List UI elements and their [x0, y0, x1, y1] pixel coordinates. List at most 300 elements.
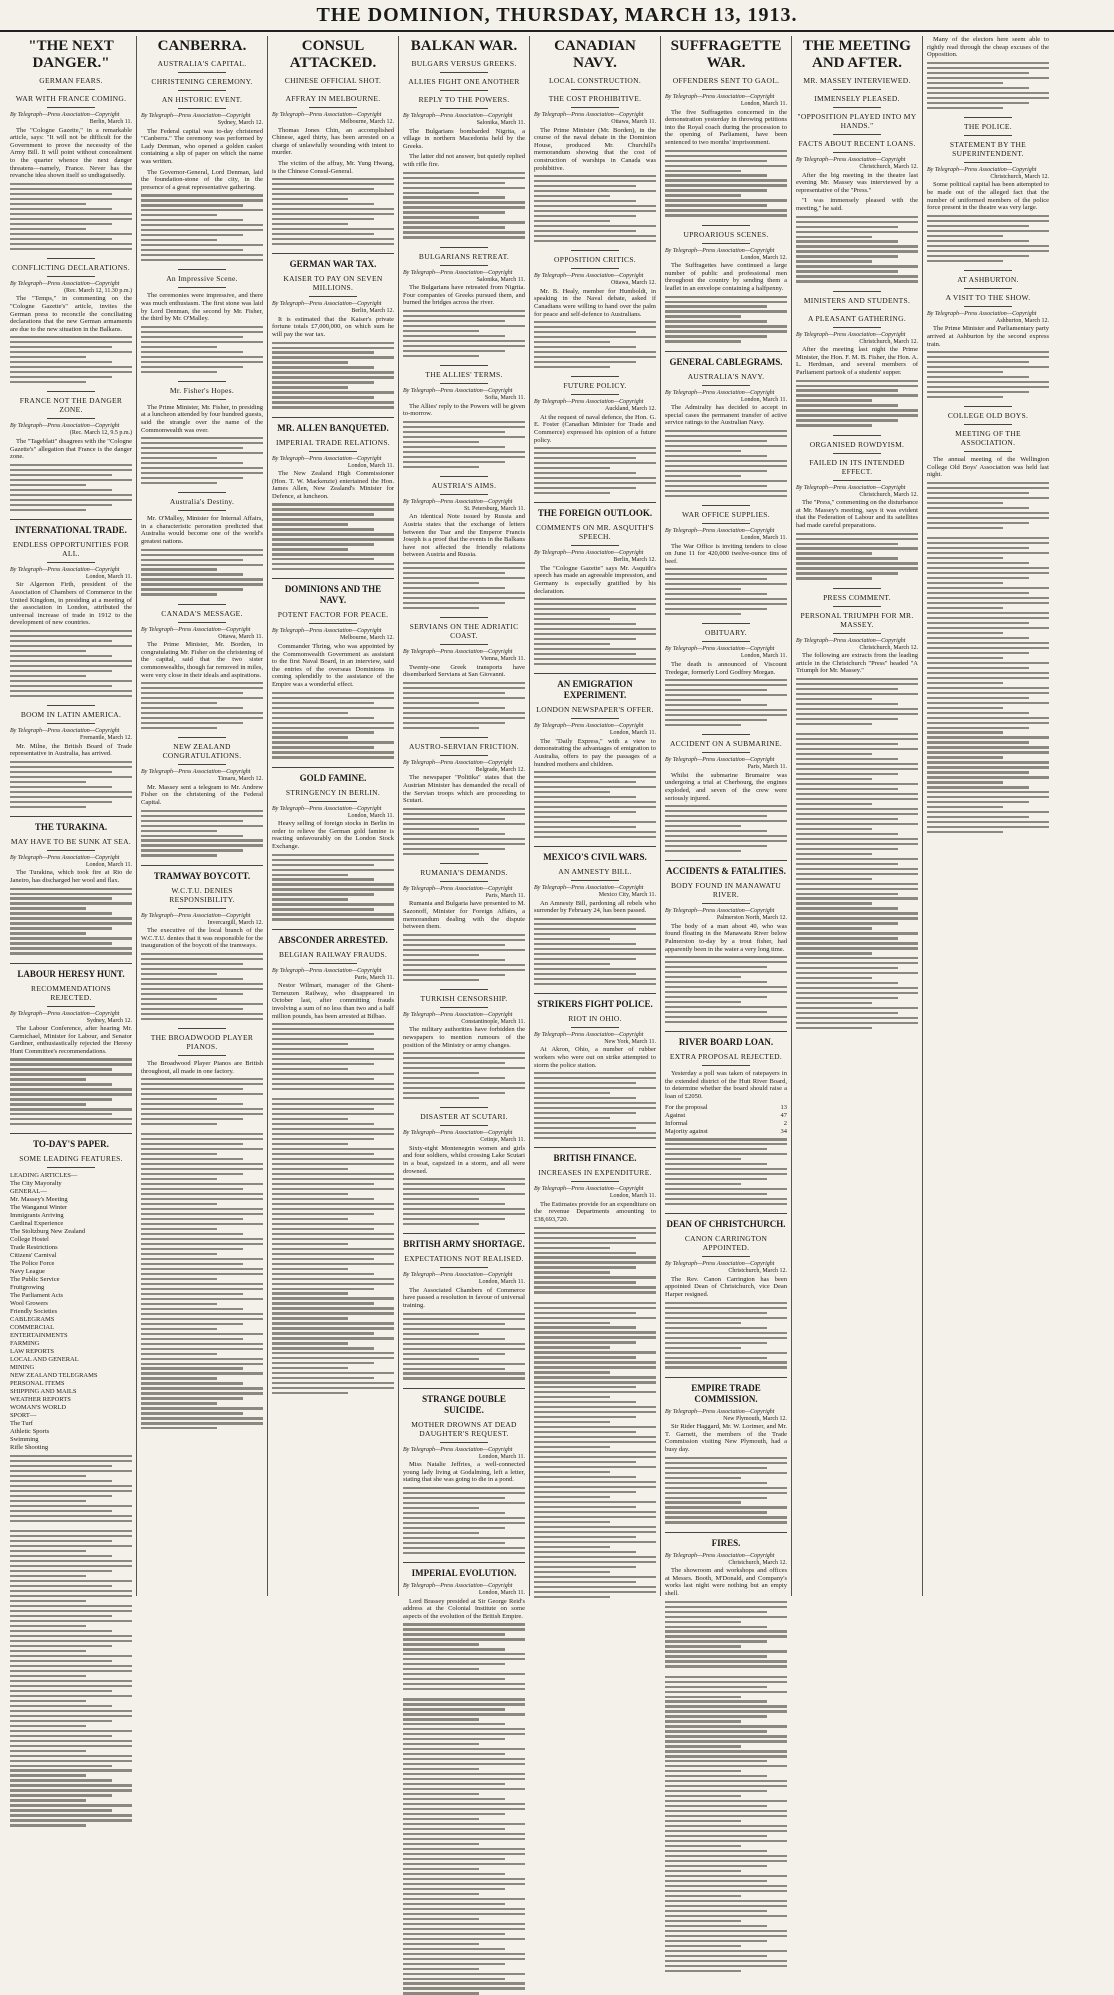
illegible-text-line — [796, 902, 872, 904]
illegible-text-line — [665, 1965, 787, 1967]
illegible-text-line — [665, 465, 787, 467]
illegible-text-line — [534, 963, 610, 965]
article — [534, 250, 656, 368]
article — [272, 767, 394, 921]
illegible-text-line — [403, 1813, 505, 1815]
illegible-text-line — [665, 1616, 787, 1618]
illegible-text-line — [534, 836, 656, 838]
illegible-text-line — [10, 1605, 132, 1607]
illegible-text-line — [665, 825, 741, 827]
illegible-text-line — [665, 593, 767, 595]
article-headline: IMPERIAL EVOLUTION. — [411, 1568, 517, 1579]
illegible-text-line — [403, 1803, 525, 1805]
section-divider — [964, 117, 1013, 118]
illegible-text-line — [10, 361, 112, 363]
illegible-text-line — [665, 1337, 787, 1339]
illegible-text-line — [665, 1487, 787, 1489]
illegible-text-line — [403, 1683, 525, 1685]
illegible-text-line — [403, 1763, 525, 1765]
illegible-text-line — [665, 1825, 787, 1827]
illegible-text-line — [10, 1819, 132, 1821]
illegible-text-line — [665, 1665, 787, 1667]
article-paragraph: "I was immensely pleased with the meeting," he said. — [796, 197, 918, 212]
article-headline: AN EMIGRATION EXPERIMENT. — [557, 679, 633, 701]
illegible-text-line — [665, 613, 741, 615]
illegible-text-line — [665, 1850, 767, 1852]
illegible-text-line — [796, 572, 898, 574]
illegible-text-line — [665, 1601, 787, 1603]
article-headline: ACCIDENTS & FATALITIES. — [666, 866, 786, 877]
illegible-text-line — [141, 978, 243, 980]
dateline: Belgrade, March 12. — [475, 766, 525, 773]
article-subhead: CHINESE OFFICIAL SHOT. — [284, 76, 382, 85]
illegible-text-line — [403, 187, 525, 189]
press-byline: By Telegraph—Press Association—Copyright — [141, 769, 251, 776]
dateline: New Plymouth, March 12. — [723, 1415, 787, 1422]
illegible-text-line — [272, 1168, 348, 1170]
article-subhead: BELGIAN RAILWAY FRAUDS. — [278, 949, 388, 959]
illegible-text-line — [927, 527, 1003, 529]
illegible-text-line — [10, 489, 112, 491]
illegible-text-line — [796, 833, 898, 835]
illegible-text-line — [534, 608, 636, 610]
illegible-text-line — [141, 1358, 263, 1360]
illegible-text-line — [10, 791, 132, 793]
illegible-text-line — [796, 753, 872, 755]
article — [10, 519, 132, 697]
dateline: London, March 11. — [740, 101, 787, 107]
article-paragraph: The Bulgarians have retreated from Nigrita. Four companies of Greeks pursued them, and burned the bridges across the river. — [403, 284, 525, 307]
illegible-text-line — [272, 351, 374, 353]
article-paragraph: Miss Natalie Jeffries, a well-connected young lady living at Godalming, left a letter, stating that she was going to die in a pond. — [403, 1461, 525, 1484]
illegible-text-line — [403, 1377, 525, 1379]
illegible-text-line — [403, 436, 525, 438]
illegible-text-line — [10, 381, 86, 383]
article-paragraph: At the request of naval defence, the Hon. G. E. Foster (Canadian Minister for Trade and Commerce) expressed his opinion of a future policy. — [534, 413, 656, 444]
illegible-text-line — [665, 1915, 787, 1917]
illegible-text-line — [10, 1814, 132, 1816]
illegible-text-line — [272, 558, 374, 560]
illegible-text-line — [403, 1992, 479, 1994]
illegible-text-line — [534, 781, 636, 783]
illegible-text-line — [796, 1012, 898, 1014]
illegible-text-line — [534, 1401, 636, 1403]
illegible-text-line — [272, 1382, 394, 1384]
illegible-text-line — [272, 1148, 394, 1150]
illegible-text-line — [534, 1242, 656, 1244]
illegible-text-line — [665, 1317, 787, 1319]
subhead-rule — [178, 108, 227, 109]
illegible-text-line — [665, 573, 787, 575]
article-subhead: IMMENSELY PLEASED. — [814, 94, 900, 103]
press-byline: By Telegraph—Press Association—Copyright — [534, 1031, 644, 1038]
article — [403, 737, 525, 855]
illegible-text-line — [141, 1313, 263, 1315]
illegible-text-line — [10, 680, 132, 682]
illegible-text-line — [665, 1178, 767, 1180]
illegible-text-line — [665, 1715, 767, 1717]
subhead-rule — [833, 453, 882, 454]
illegible-text-line — [141, 1218, 243, 1220]
illegible-text-line — [534, 1431, 636, 1433]
illegible-text-line — [10, 1540, 112, 1542]
illegible-text-line — [272, 1103, 394, 1105]
illegible-text-line — [141, 1323, 243, 1325]
press-byline: By Telegraph—Press Association—Copyright — [141, 912, 251, 919]
illegible-text-line — [534, 482, 656, 484]
press-byline: By Telegraph—Press Association—Copyright — [534, 112, 644, 118]
illegible-text-line — [272, 1362, 374, 1364]
subhead-rule — [571, 1181, 620, 1182]
illegible-text-line — [141, 472, 263, 474]
illegible-text-line — [534, 1232, 656, 1234]
illegible-text-line — [10, 1520, 132, 1522]
article-headline: THE MEETING AND AFTER. — [803, 38, 911, 71]
illegible-text-line — [403, 1987, 525, 1989]
article-subhead: AT ASHBURTON. — [957, 274, 1019, 284]
subhead-rule — [833, 152, 882, 153]
illegible-text-line — [796, 758, 898, 760]
illegible-text-line — [665, 689, 767, 691]
section-divider — [178, 737, 227, 738]
article — [10, 258, 132, 384]
press-byline: By Telegraph—Press Association—Copyright — [272, 805, 382, 812]
article-subhead: RIOT IN OHIO. — [568, 1013, 622, 1023]
illegible-text-line — [403, 1188, 505, 1190]
dateline: Berlin, March 12. — [613, 557, 656, 564]
illegible-text-line — [272, 188, 374, 190]
illegible-text-line — [665, 440, 767, 442]
dateline: Ashburton, March 12. — [996, 317, 1049, 324]
illegible-text-line — [403, 182, 505, 184]
illegible-text-line — [403, 587, 505, 589]
illegible-text-line — [927, 582, 1003, 584]
article-subhead: UPROARIOUS SCENES. — [683, 229, 769, 239]
illegible-text-line — [927, 592, 1029, 594]
dateline: Auckland, March 12. — [605, 406, 656, 413]
features-list-item: The City Mayoralty — [10, 1180, 62, 1188]
article-headline: GENERAL CABLEGRAMS. — [669, 356, 783, 367]
illegible-text-line — [534, 923, 656, 925]
article-subhead: LONDON NEWSPAPER'S OFFER. — [536, 705, 654, 715]
illegible-text-line — [141, 1188, 243, 1190]
article-divider — [534, 993, 656, 994]
illegible-text-line — [403, 682, 525, 684]
illegible-text-line — [272, 371, 394, 373]
illegible-text-line — [10, 1640, 132, 1642]
poll-row — [665, 1128, 787, 1136]
illegible-text-line — [796, 424, 872, 426]
subhead-rule — [702, 89, 751, 90]
illegible-text-line — [403, 221, 525, 223]
illegible-text-line — [10, 248, 132, 250]
illegible-text-line — [141, 1308, 243, 1310]
illegible-text-line — [534, 831, 656, 833]
article-subhead: "OPPOSITION PLAYED INTO MY HANDS." — [797, 112, 917, 130]
illegible-text-line — [272, 1078, 374, 1080]
press-byline: By Telegraph—Press Association—Copyright — [403, 885, 513, 892]
illegible-text-line — [927, 107, 1003, 109]
illegible-text-line — [665, 840, 787, 842]
press-byline: By Telegraph—Press Association—Copyright — [272, 455, 382, 462]
illegible-text-line — [10, 796, 132, 798]
article-paragraph: The military authorities have forbidden the newspapers to mention rumours of the position of the Ministry or army changes. — [403, 1026, 525, 1049]
illegible-text-line — [10, 469, 132, 471]
illegible-text-line — [272, 1357, 394, 1359]
illegible-text-line — [665, 296, 787, 298]
illegible-text-line — [141, 1123, 217, 1125]
illegible-text-line — [534, 366, 610, 368]
illegible-text-line — [10, 1485, 132, 1487]
illegible-text-line — [403, 1768, 479, 1770]
illegible-text-line — [796, 543, 898, 545]
illegible-text-line — [10, 188, 132, 190]
illegible-text-line — [403, 1328, 525, 1330]
illegible-text-line — [141, 722, 243, 724]
article-subhead: CANADA'S MESSAGE. — [161, 608, 243, 618]
illegible-text-line — [141, 1412, 243, 1414]
article-divider — [665, 1031, 787, 1032]
illegible-text-line — [272, 1238, 394, 1240]
illegible-text-line — [272, 717, 374, 719]
illegible-text-line — [272, 223, 348, 225]
illegible-text-line — [272, 1098, 394, 1100]
article-headline: RIVER BOARD LOAN. — [678, 1037, 774, 1048]
illegible-text-line — [272, 513, 374, 515]
dateline: London, March 11. — [609, 730, 656, 737]
illegible-text-line — [10, 776, 132, 778]
illegible-text-line — [927, 796, 1049, 798]
illegible-text-line — [403, 1512, 505, 1514]
illegible-text-line — [141, 1158, 243, 1160]
illegible-text-line — [141, 341, 263, 343]
illegible-text-line — [665, 1630, 787, 1632]
illegible-text-line — [272, 518, 394, 520]
subhead-rule — [440, 1007, 489, 1008]
illegible-text-line — [403, 1868, 479, 1870]
poll-label: For the proposal — [665, 1103, 708, 1111]
article-subhead: An Impressive Scene. — [166, 274, 238, 284]
illegible-text-line — [665, 820, 787, 822]
dateline: Sydney, March 12. — [86, 1017, 132, 1024]
illegible-text-line — [141, 1013, 263, 1015]
subhead-rule — [47, 276, 96, 277]
illegible-text-line — [272, 178, 394, 180]
illegible-text-line — [534, 648, 656, 650]
illegible-text-line — [927, 492, 1029, 494]
illegible-text-line — [10, 1480, 112, 1482]
illegible-text-line — [403, 1507, 479, 1509]
article-subhead: CANON CARRINGTON APPOINTED. — [684, 1234, 768, 1253]
article-divider — [665, 1377, 787, 1378]
press-byline: By Telegraph—Press Association—Copyright — [272, 301, 382, 308]
illegible-text-line — [10, 640, 112, 642]
illegible-text-line — [141, 717, 263, 719]
illegible-text-line — [665, 1705, 787, 1707]
features-list-item: The Parliament Acts — [10, 1292, 64, 1300]
illegible-text-line — [534, 658, 656, 660]
illegible-text-line — [665, 1635, 787, 1637]
illegible-text-line — [141, 1098, 217, 1100]
illegible-text-line — [403, 1092, 505, 1094]
illegible-text-line — [665, 189, 767, 191]
illegible-text-line — [403, 1843, 479, 1845]
illegible-text-line — [927, 381, 1049, 383]
illegible-text-line — [665, 810, 787, 812]
features-list-item: The Public Service — [10, 1276, 60, 1284]
illegible-text-line — [403, 1928, 525, 1930]
illegible-text-line — [534, 215, 636, 217]
section-divider — [440, 365, 489, 366]
illegible-text-line — [403, 1643, 479, 1645]
illegible-text-line — [796, 992, 918, 994]
article-headline: DOMINIONS AND THE NAVY. — [284, 584, 382, 606]
press-byline: By Telegraph—Press Association—Copyright — [272, 112, 382, 118]
subhead-rule — [702, 641, 751, 642]
illegible-text-line — [927, 607, 1003, 609]
illegible-text-line — [796, 828, 872, 830]
illegible-text-line — [534, 776, 656, 778]
illegible-text-line — [796, 843, 918, 845]
press-byline: By Telegraph—Press Association—Copyright — [10, 280, 120, 287]
illegible-text-line — [141, 204, 243, 206]
illegible-text-line — [665, 1890, 787, 1892]
illegible-text-line — [10, 660, 132, 662]
illegible-text-line — [272, 1312, 394, 1314]
press-byline: By Telegraph—Press Association—Copyright — [796, 157, 906, 163]
illegible-text-line — [534, 918, 656, 920]
illegible-text-line — [10, 474, 112, 476]
illegible-text-line — [927, 97, 1049, 99]
illegible-text-line — [665, 1910, 767, 1912]
dateline: Christchurch, March 12. — [728, 1268, 787, 1275]
article — [796, 588, 918, 725]
subhead-rule — [47, 89, 96, 90]
article-subhead: CHRISTENING CEREMONY. — [151, 77, 253, 86]
poll-label: Against — [665, 1111, 686, 1119]
illegible-text-line — [141, 1407, 263, 1409]
illegible-text-line — [141, 820, 243, 822]
illegible-text-line — [141, 682, 263, 684]
illegible-text-line — [534, 1107, 656, 1109]
article-divider — [272, 767, 394, 768]
illegible-text-line — [796, 748, 918, 750]
illegible-text-line — [534, 948, 656, 950]
illegible-text-line — [272, 538, 394, 540]
illegible-text-line — [141, 1083, 263, 1085]
illegible-text-line — [272, 1058, 394, 1060]
article-paragraph: The War Office is inviting tenders to close on June 11 for 420,000 twelve-ounce tins of beef. — [665, 542, 787, 565]
illegible-text-line — [10, 1650, 86, 1652]
illegible-text-line — [534, 1252, 636, 1254]
illegible-text-line — [534, 1571, 610, 1573]
illegible-text-line — [796, 793, 918, 795]
illegible-text-line — [141, 958, 263, 960]
illegible-text-line — [534, 811, 636, 813]
illegible-text-line — [403, 1783, 505, 1785]
illegible-text-line — [403, 1658, 525, 1660]
illegible-text-line — [141, 1318, 263, 1320]
illegible-text-line — [665, 1001, 741, 1003]
dateline: Christchurch, March 12. — [990, 173, 1049, 180]
illegible-text-line — [272, 1053, 394, 1055]
illegible-text-line — [665, 1506, 787, 1508]
subhead-rule — [702, 243, 751, 244]
illegible-text-line — [534, 457, 636, 459]
illegible-text-line — [10, 1769, 132, 1771]
article-headline: DEAN OF CHRISTCHURCH. — [666, 1219, 786, 1230]
illegible-text-line — [665, 430, 787, 432]
illegible-text-line — [141, 687, 263, 689]
article-headline: ABSCONDER ARRESTED. — [278, 934, 388, 945]
illegible-text-line — [403, 1948, 505, 1950]
illegible-text-line — [534, 638, 636, 640]
illegible-text-line — [796, 743, 898, 745]
illegible-text-line — [665, 835, 787, 837]
illegible-text-line — [272, 1392, 348, 1394]
features-list-item: Athletic Sports — [10, 1428, 50, 1436]
article-subhead: CONFLICTING DECLARATIONS. — [12, 262, 130, 272]
illegible-text-line — [403, 1978, 505, 1980]
illegible-text-line — [141, 988, 263, 990]
illegible-text-line — [665, 1945, 741, 1947]
illegible-text-line — [141, 259, 263, 261]
illegible-text-line — [534, 472, 636, 474]
illegible-text-line — [141, 1208, 263, 1210]
illegible-text-line — [665, 1516, 787, 1518]
illegible-text-line — [10, 650, 86, 652]
illegible-text-line — [665, 1845, 741, 1847]
dateline: Constantinople, March 11. — [461, 1018, 525, 1025]
section-divider — [178, 492, 227, 493]
illegible-text-line — [665, 976, 741, 978]
illegible-text-line — [10, 771, 112, 773]
illegible-text-line — [272, 1387, 394, 1389]
illegible-text-line — [403, 1723, 505, 1725]
article-paragraph: The Prime Minister (Mr. Borden), in the course of the naval debate in the Dominion House, produced Mr. Churchill's memorandum showing that the cost of construction of warships in Canada was prohibitive. — [534, 126, 656, 172]
illegible-text-line — [10, 1530, 132, 1532]
illegible-text-line — [796, 380, 918, 382]
article-headline: GOLD FAMINE. — [299, 772, 367, 783]
illegible-text-line — [927, 637, 1029, 639]
illegible-text-line — [796, 245, 918, 247]
article-divider — [272, 253, 394, 254]
illegible-text-line — [534, 1461, 636, 1463]
article-headline: STRIKERS FIGHT POLICE. — [537, 998, 653, 1009]
illegible-text-line — [403, 969, 525, 971]
subhead-rule — [440, 1267, 489, 1268]
illegible-text-line — [272, 756, 394, 758]
article-divider — [665, 860, 787, 861]
illegible-text-line — [141, 467, 263, 469]
illegible-text-line — [534, 826, 636, 828]
subhead-rule — [178, 399, 227, 400]
subhead-rule — [440, 90, 489, 91]
dateline: Sofia, March 11. — [484, 394, 525, 401]
illegible-text-line — [403, 1358, 479, 1360]
illegible-text-line — [665, 330, 787, 332]
illegible-text-line — [403, 939, 525, 941]
illegible-text-line — [141, 1348, 263, 1350]
article-subhead: BULGARS VERSUS GREEKS. — [411, 59, 517, 68]
illegible-text-line — [403, 1943, 479, 1945]
illegible-text-line — [665, 470, 767, 472]
poll-count: 2 — [783, 1119, 787, 1127]
article — [403, 863, 525, 981]
illegible-text-line — [534, 1072, 656, 1074]
illegible-text-line — [665, 1805, 767, 1807]
illegible-text-line — [10, 1098, 112, 1100]
